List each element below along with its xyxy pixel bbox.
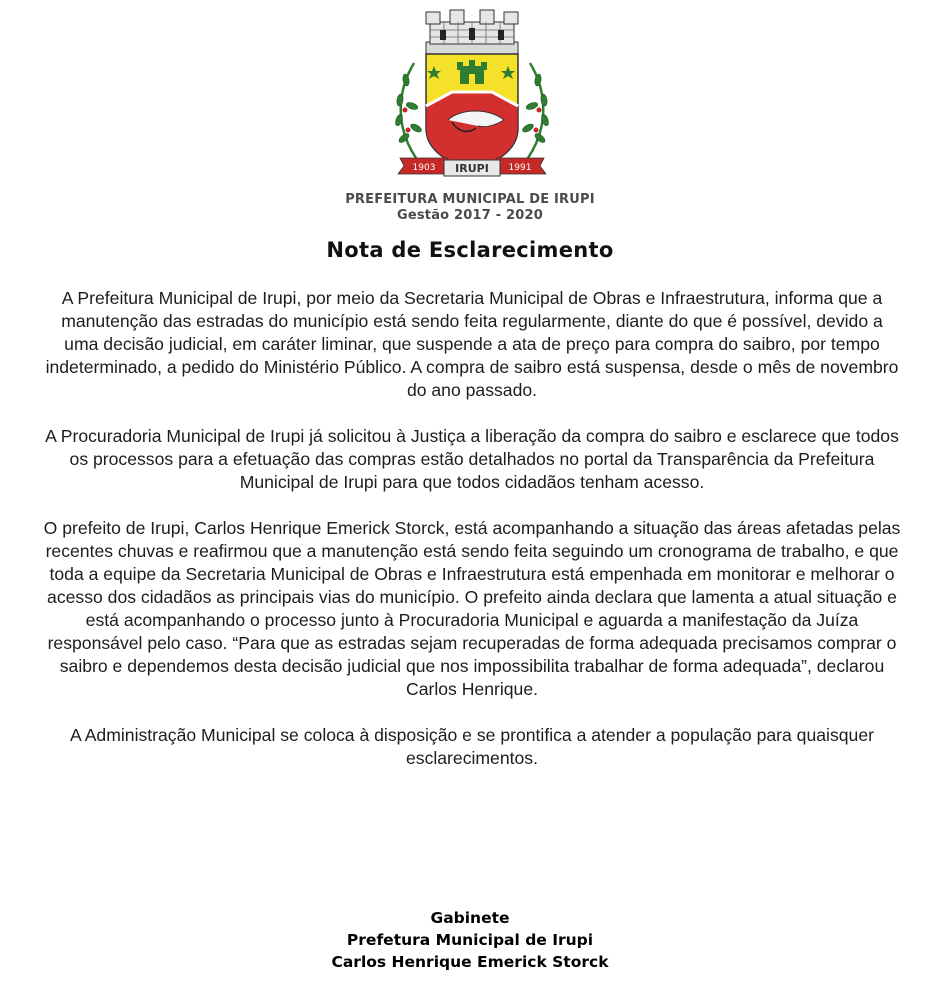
term: Gestão 2017 - 2020 [396, 208, 544, 223]
ribbon-name: IRUPI [455, 162, 489, 175]
paragraph: A Prefeitura Municipal de Irupi, por meio da Secretaria Municipal de Obras e Infraestrutura, informa que a manutenção das estradas do município está sendo feita regularmente, diante do que é possível, devido a uma decisão judicial, em caráter liminar, que suspende a ata de preço para compra do saibro, por tempo indeterminado, a pedido do Ministério Público. A compra de saibro está suspensa, desde o mês de novembro do ano passado. [45, 288, 899, 400]
paragraph: O prefeito de Irupi, Carlos Henrique Emerick Storck, está acompanhando a situação das áreas afetadas pelas recentes chuvas e reafirmou que a manutenção está sendo feita seguindo um cronograma de trabalho, e que toda a equipe da Secretaria Municipal de Obras e Infraestrutura está empenhada em monitorar e melhorar o acesso dos cidadãos as principais vias do município. O prefeito ainda declara que lamenta a atual situação e está acompanhando o processo junto à Procuradoria Municipal e aguarda a manifestação da Juíza responsável pelo caso. “Para que as estradas sejam recuperadas de forma adequada precisamos comprar o saibro e dependemos desta decisão judicial que nos impossibilita trabalhar de forma adequada”, declarou Carlos Henrique. [43, 518, 901, 699]
shield [426, 54, 518, 168]
signature-block [0, 907, 940, 973]
paragraph: A Administração Municipal se coloca à disposição e se prontifica a atender a população para quaisquer esclarecimentos. [70, 725, 874, 768]
mural-crown [426, 10, 518, 54]
ribbon-year-right: 1991 [508, 163, 532, 173]
signature-line: Carlos Henrique Emerick Storck [331, 953, 609, 971]
ribbon-year-left: 1903 [412, 163, 436, 173]
signature-line: Prefetura Municipal de Irupi [346, 931, 594, 949]
note-body [42, 287, 902, 793]
page-title: Nota de Esclarecimento [326, 238, 614, 262]
municipal-coat-of-arms-icon [386, 8, 558, 188]
org-name: PREFEITURA MUNICIPAL DE IRUPI [345, 192, 595, 207]
year-ribbon [398, 158, 546, 176]
signature-line: Gabinete [430, 909, 510, 927]
header [0, 192, 940, 224]
paragraph: A Procuradoria Municipal de Irupi já solicitou à Justiça a liberação da compra do saibro e esclarece que todos os processos para a efetuação das compras estão detalhados no portal da Transparência da Prefeitura Municipal de Irupi para que todos cidadãos tenham acesso. [45, 426, 899, 492]
